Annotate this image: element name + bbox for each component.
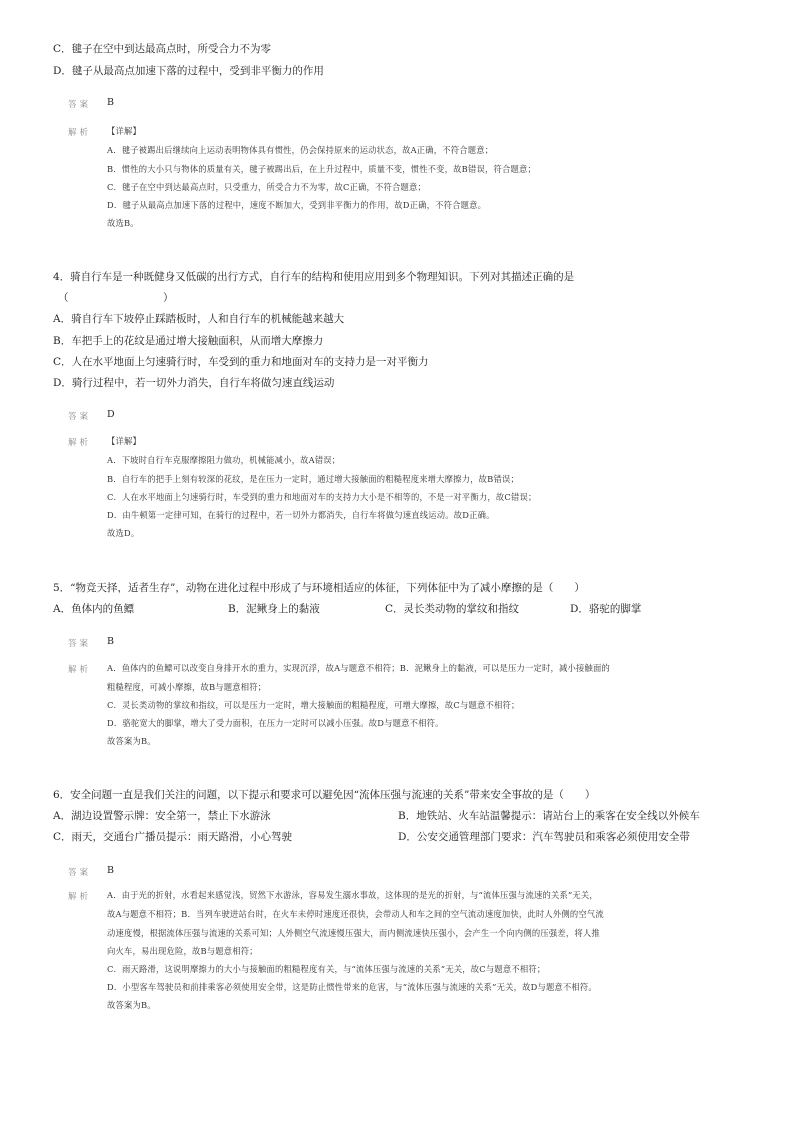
q3-analysis-line: 【详解】 <box>107 126 141 136</box>
q5-option-d: D．骆驼的脚掌 <box>570 603 642 615</box>
q5-analysis-line: A．鱼体内的鱼鳔可以改变自身排开水的重力，实现沉浮，故A与题意不相符；B．泥鳅身上的黏液，可以是压力一定时，减小接触面的 <box>107 663 611 673</box>
q4-option-b: B．车把手上的花纹是通过增大接触面积，从而增大摩擦力 <box>53 335 324 347</box>
q6-analysis-line: C．雨天路滑，这说明摩擦力的大小与接触面的粗糙程度有关，与“流体压强与流速的关系”无关，故C与题意不相符； <box>107 964 546 974</box>
q4-analysis-line: 【详解】 <box>107 436 141 446</box>
q4-option-a: A．骑自行车下坡停止踩踏板时，人和自行车的机械能越来越大 <box>53 313 345 325</box>
q3-option-d: D．毽子从最高点加速下落的过程中，受到非平衡力的作用 <box>53 65 324 77</box>
q6-analysis-tag: 解析 <box>68 892 92 902</box>
q3-analysis-line: A．毽子被踢出后继续向上运动表明物体具有惯性，仍会保持原来的运动状态，故A正确，不符合题意； <box>107 145 494 155</box>
q5-option-b: B．泥鳅身上的黏液 <box>228 603 320 615</box>
q4-paren: （ ） <box>58 292 174 304</box>
q3-analysis-line: 故选B。 <box>107 218 139 228</box>
q5-analysis-line: D．骆驼宽大的脚掌，增大了受力面积，在压力一定时可以减小压强。故D与题意不相符。 <box>107 718 444 728</box>
q6-option-c: C．雨天，交通台广播员提示：雨天路滑，小心驾驶 <box>53 831 293 843</box>
q4-option-d: D．骑行过程中，若一切外力消失，自行车将做匀速直线运动 <box>53 377 335 389</box>
q6-analysis-line: 向火车，易出现危险，故B与题意相符； <box>107 946 258 956</box>
q4-analysis-line: 故选D。 <box>107 528 140 538</box>
q3-analysis-line: D．毽子从最高点加速下落的过程中，速度不断加大，受到非平衡力的作用，故D正确，不符合题意。 <box>107 200 487 210</box>
q4-option-c: C．人在水平地面上匀速骑行时，车受到的重力和地面对车的支持力是一对平衡力 <box>53 356 429 368</box>
q6-analysis-line: D．小型客车驾驶员和前排乘客必须使用安全带，这是防止惯性带来的危害，与“流体压强与流速的关系”无关，故D与题意不相符。 <box>107 982 597 992</box>
q5-analysis-tag: 解析 <box>68 665 92 675</box>
q5-analysis-line: 故答案为B。 <box>107 736 156 746</box>
q5-option-c: C．灵长类动物的掌纹和指纹 <box>385 603 520 615</box>
q3-analysis-line: B．惯性的大小只与物体的质量有关，毽子被踢出后，在上升过程中，质量不变，惯性不变，故B错误，符合题意； <box>107 164 536 174</box>
q3-analysis-tag: 解析 <box>68 128 92 138</box>
q6-stem: 6．安全问题一直是我们关注的问题，以下提示和要求可以避免因“流体压强与流速的关系”带来安全事故的是（ ） <box>53 789 596 801</box>
q6-option-d: D．公安交通管理部门要求：汽车驾驶员和乘客必须使用安全带 <box>398 831 690 843</box>
q5-option-a: A．鱼体内的鱼鳔 <box>53 603 135 615</box>
q6-option-a: A．湖边设置警示牌：安全第一，禁止下水游泳 <box>53 810 271 822</box>
q3-answer-tag: 答案 <box>68 100 92 110</box>
q5-stem: 5．“物竞天择，适者生存”，动物在进化过程中形成了与环境相适应的体征，下列体征中为了减小摩擦的是（ ） <box>53 582 585 594</box>
q5-answer-tag: 答案 <box>68 639 92 649</box>
q4-analysis-tag: 解析 <box>68 438 92 448</box>
q4-analysis-line: B．自行车的把手上刻有较深的花纹，是在压力一定时，通过增大接触面的粗糙程度来增大摩擦力，故B错误； <box>107 474 519 484</box>
q4-answer: D <box>107 409 115 420</box>
q4-stem: 4．骑自行车是一种既健身又低碳的出行方式，自行车的结构和使用应用到多个物理知识。下列对其描述正确的是 <box>53 271 575 283</box>
q6-answer-tag: 答案 <box>68 868 92 878</box>
q6-analysis-line: 动速度慢，根据流体压强与流速的关系可知；人外侧空气流速慢压强大，而内侧流速快压强小，会产生一个向内侧的压强差，将人推 <box>107 928 600 938</box>
q4-analysis-line: A．下坡时自行车克服摩擦阻力做功，机械能减小，故A错误； <box>107 455 341 465</box>
q5-answer: B <box>107 636 114 647</box>
q3-analysis-line: C．毽子在空中到达最高点时，只受重力，所受合力不为零，故C正确，不符合题意； <box>107 182 426 192</box>
q3-option-c: C．毽子在空中到达最高点时，所受合力不为零 <box>53 43 272 55</box>
q6-analysis-line: A．由于光的折射，水看起来感觉浅，贸然下水游泳，容易发生溺水事故，这体现的是光的折射，与“流体压强与流速的关系”无关， <box>107 890 598 900</box>
q6-option-b: B．地铁站、火车站温馨提示：请站台上的乘客在安全线以外候车 <box>398 810 700 822</box>
q3-answer: B <box>107 97 114 108</box>
q4-answer-tag: 答案 <box>68 412 92 422</box>
q4-analysis-line: C．人在水平地面上匀速骑行时，车受到的重力和地面对车的支持力大小是不相等的，不是一对平衡力，故C错误； <box>107 492 537 502</box>
q5-analysis-line: 粗糙程度，可减小摩擦，故B与题意相符； <box>107 682 267 692</box>
q6-analysis-line: 故答案为B。 <box>107 1000 156 1010</box>
q5-analysis-line: C．灵长类动物的掌纹和指纹，可以是压力一定时，增大接触面的粗糙程度，可增大摩擦，故C与题意不相符； <box>107 700 520 710</box>
q6-analysis-line: 故A与题意不相符；B．当列车驶进站台时，在火车未停时速度还很快，会带动人和车之间的空气流动速度加快，此时人外侧的空气流 <box>107 909 604 919</box>
q6-answer: B <box>107 865 114 876</box>
q4-analysis-line: D．由牛顿第一定律可知，在骑行的过程中，若一切外力都消失，自行车将做匀速直线运动。故D正确。 <box>107 510 495 520</box>
